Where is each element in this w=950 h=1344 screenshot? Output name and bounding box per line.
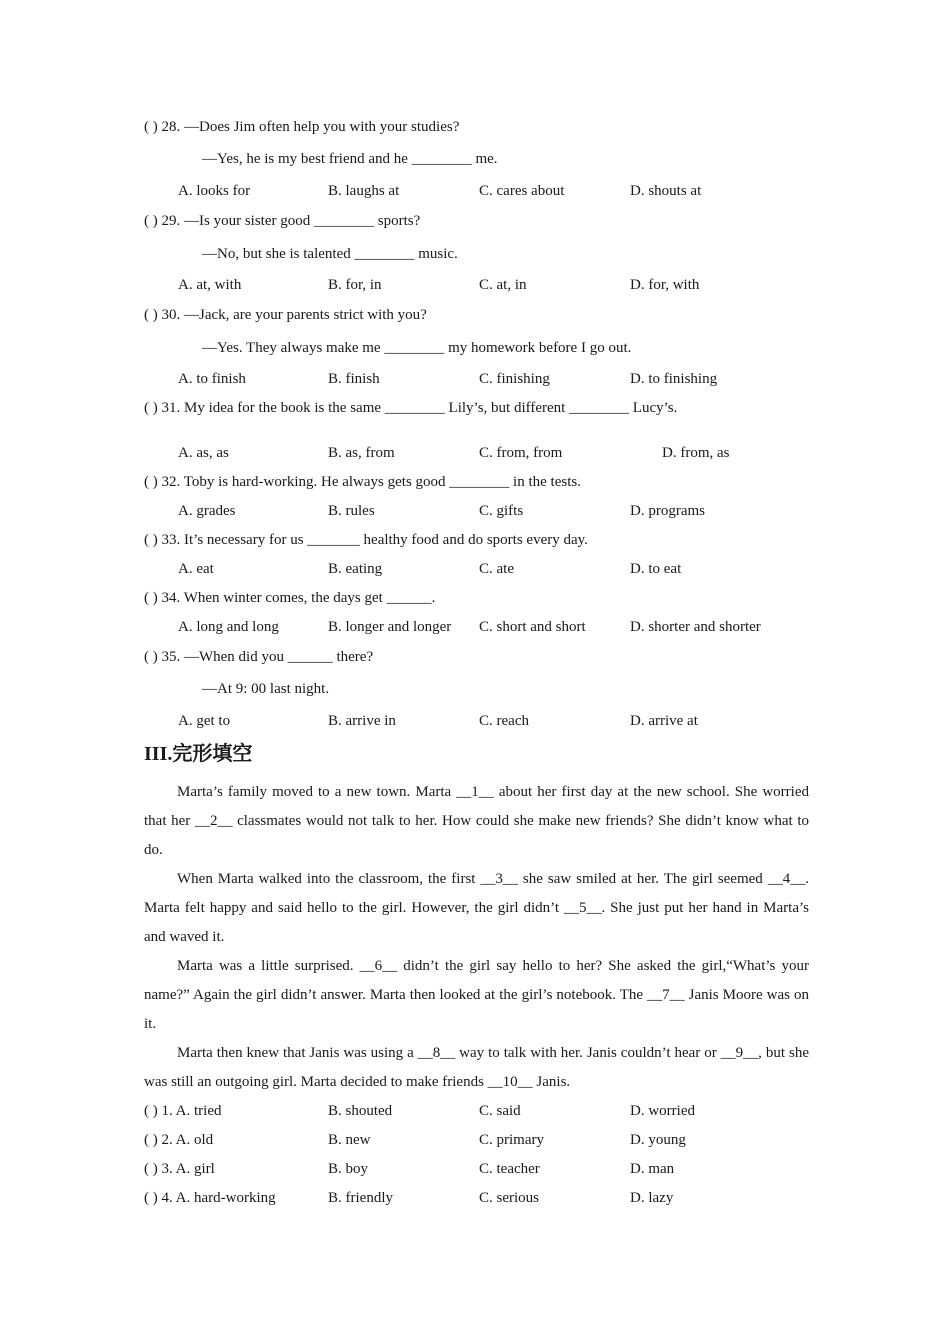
- passage-paragraph-1: Marta’s family moved to a new town. Marta __1__ about her first day at the new school. She worried that her __2__ classmates would not talk to her. How could she make new friends? She didn’t know what to do.: [144, 784, 809, 858]
- question-28-stem: ( ) 28. —Does Jim often help you with your studies?: [144, 119, 460, 135]
- question-34-option-d: D. shorter and shorter: [630, 619, 761, 635]
- cloze-question-3-option-d: D. man: [630, 1161, 675, 1177]
- question-30-option-c: C. finishing: [479, 371, 550, 387]
- question-35-stem: ( ) 35. —When did you ______ there?: [144, 649, 374, 665]
- cloze-question-4-option-c: C. serious: [479, 1190, 539, 1206]
- question-32-stem: ( ) 32. Toby is hard-working. He always gets good ________ in the tests.: [144, 474, 581, 490]
- cloze-question-2-option-b: B. new: [328, 1132, 371, 1148]
- question-29-option-c: C. at, in: [479, 277, 527, 293]
- cloze-question-2-stem: ( ) 2. A. old: [144, 1132, 214, 1148]
- cloze-question-4-stem: ( ) 4. A. hard-working: [144, 1190, 276, 1206]
- question-31-option-a: A. as, as: [178, 445, 229, 461]
- question-35-option-a: A. get to: [178, 713, 231, 729]
- question-35-option-d: D. arrive at: [630, 713, 698, 729]
- cloze-question-1-option-c: C. said: [479, 1103, 521, 1119]
- question-30-option-b: B. finish: [328, 371, 380, 387]
- question-33-option-d: D. to eat: [630, 561, 682, 577]
- question-31-option-c: C. from, from: [479, 445, 563, 461]
- cloze-question-3-option-b: B. boy: [328, 1161, 369, 1177]
- question-31-option-b: B. as, from: [328, 445, 395, 461]
- question-29-option-a: A. at, with: [178, 277, 242, 293]
- question-35-reply: —At 9: 00 last night.: [202, 681, 330, 697]
- question-34-option-b: B. longer and longer: [328, 619, 452, 635]
- question-34-option-c: C. short and short: [479, 619, 586, 635]
- question-29-reply: —No, but she is talented ________ music.: [202, 246, 458, 262]
- question-33-stem: ( ) 33. It’s necessary for us _______ healthy food and do sports every day.: [144, 532, 588, 548]
- question-34-stem: ( ) 34. When winter comes, the days get ______.: [144, 590, 436, 606]
- question-30-reply: —Yes. They always make me ________ my homework before I go out.: [202, 340, 632, 356]
- question-33-option-b: B. eating: [328, 561, 383, 577]
- cloze-question-2-option-c: C. primary: [479, 1132, 544, 1148]
- question-28-reply: —Yes, he is my best friend and he ________ me.: [202, 151, 498, 167]
- question-32-option-a: A. grades: [178, 503, 236, 519]
- question-28-option-d: D. shouts at: [630, 183, 702, 199]
- cloze-question-1-option-b: B. shouted: [328, 1103, 393, 1119]
- passage-paragraph-3: Marta was a little surprised. __6__ didn’t the girl say hello to her? She asked the girl,“What’s your name?” Again the girl didn’t answer. Marta then looked at the girl’s notebook. The __7__ Janis Moore was on it.: [144, 958, 809, 1032]
- question-28-option-b: B. laughs at: [328, 183, 400, 199]
- cloze-question-1-stem: ( ) 1. A. tried: [144, 1103, 222, 1119]
- cloze-question-4-option-b: B. friendly: [328, 1190, 393, 1206]
- cloze-question-2-option-d: D. young: [630, 1132, 686, 1148]
- question-29-stem: ( ) 29. —Is your sister good ________ sports?: [144, 213, 421, 229]
- cloze-question-3-option-c: C. teacher: [479, 1161, 540, 1177]
- question-30-stem: ( ) 30. —Jack, are your parents strict with you?: [144, 307, 427, 323]
- question-32-option-b: B. rules: [328, 503, 375, 519]
- question-34-option-a: A. long and long: [178, 619, 279, 635]
- passage-paragraph-2: When Marta walked into the classroom, the first __3__ she saw smiled at her. The girl seemed __4__. Marta felt happy and said hello to the girl. However, the girl didn’t __5__. She just put her hand in Marta’s and waved it.: [144, 871, 809, 945]
- question-28-option-c: C. cares about: [479, 183, 565, 199]
- cloze-question-4-option-d: D. lazy: [630, 1190, 674, 1206]
- question-28-option-a: A. looks for: [178, 183, 251, 199]
- question-33-option-a: A. eat: [178, 561, 214, 577]
- cloze-question-3-stem: ( ) 3. A. girl: [144, 1161, 215, 1177]
- question-33-option-c: C. ate: [479, 561, 514, 577]
- question-30-option-a: A. to finish: [178, 371, 246, 387]
- cloze-question-1-option-d: D. worried: [630, 1103, 695, 1119]
- passage-paragraph-4: Marta then knew that Janis was using a __8__ way to talk with her. Janis couldn’t hear or __9__, but she was still an outgoing girl. Marta decided to make friends __10__ Janis.: [144, 1045, 809, 1090]
- question-35-option-b: B. arrive in: [328, 713, 396, 729]
- question-31-option-d: D. from, as: [662, 445, 730, 461]
- question-32-option-c: C. gifts: [479, 503, 524, 519]
- question-32-option-d: D. programs: [630, 503, 705, 519]
- question-31-stem: ( ) 31. My idea for the book is the same ________ Lily’s, but different ________ Lucy’s.: [144, 400, 678, 416]
- question-30-option-d: D. to finishing: [630, 371, 718, 387]
- question-35-option-c: C. reach: [479, 713, 529, 729]
- section-title: III.完形填空: [144, 743, 253, 765]
- question-29-option-d: D. for, with: [630, 277, 700, 293]
- question-29-option-b: B. for, in: [328, 277, 382, 293]
